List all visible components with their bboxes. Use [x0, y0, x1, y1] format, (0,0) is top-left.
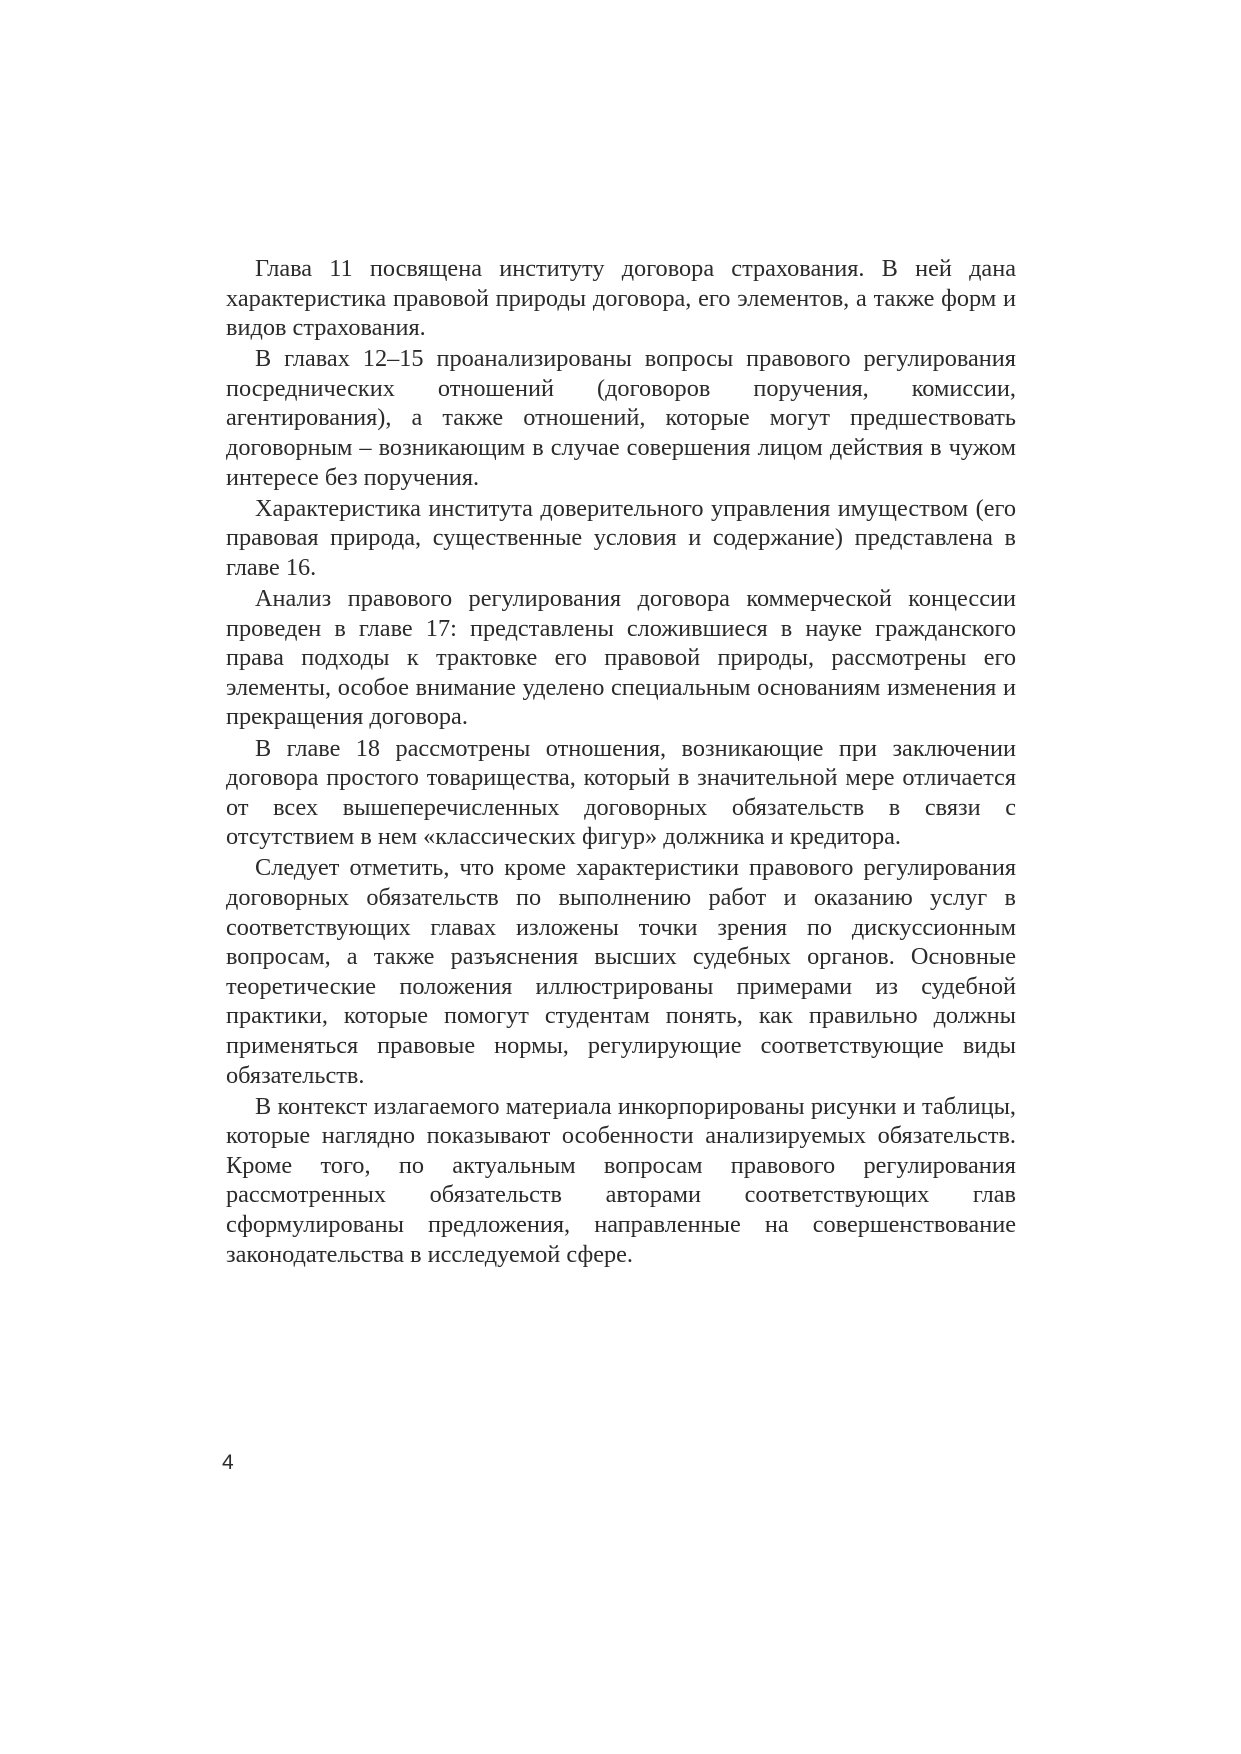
paragraph-chapter-11: Глава 11 посвящена институту договора страхования. В ней дана характеристика правовой природы договора, его элементов, а также форм и видов страхования.	[226, 255, 1016, 342]
body-text	[226, 254, 1016, 1271]
paragraph-notes: Следует отметить, что кроме характеристики правового регулирования договорных обязательств по выполнению работ и оказанию услуг в соответствующих главах изложены точки зрения по дискуссионным вопросам, а также разъяснения высших судебных органов. Основные теоретические положения иллюстрированы примерами из судебной практики, которые помогут студентам понять, как правильно должны применяться правовые нормы, регулирующие соответствующие виды обязательств.	[226, 854, 1016, 1089]
paragraph-chapter-16: Характеристика института доверительного управления имуществом (его правовая природа, существенные условия и содержание) представлена в главе 16.	[226, 494, 1016, 581]
paragraph-chapter-17: Анализ правового регулирования договора коммерческой концессии проведен в главе 17: представлены сложившиеся в науке гражданского права подходы к трактовке его правовой природы, рассмотрены его элементы, особое внимание уделено специальным основаниям изменения и прекращения договора.	[226, 585, 1016, 731]
paragraph-chapters-12-15: В главах 12–15 проанализированы вопросы правового регулирования посреднических отношений (договоров поручения, комиссии, агентирования), а также отношений, которые могут предшествовать договорным – возникающим в случае совершения лицом действия в чужом интересе без поручения.	[226, 345, 1016, 491]
paragraph-figures-tables: В контекст излагаемого материала инкорпорированы рисунки и таблицы, которые наглядно показывают особенности анализируемых обязательств. Кроме того, по актуальным вопросам правового регулирования рассмотренных обязательств авторами соответствующих глав сформулированы предложения, направленные на совершенствование законодательства в исследуемой сфере.	[226, 1092, 1016, 1268]
paragraph-chapter-18: В главе 18 рассмотрены отношения, возникающие при заключении договора простого товарищества, который в значительной мере отличается от всех вышеперечисленных договорных обязательств в связи с отсутствием в нем «классических фигур» должника и кредитора.	[226, 734, 1016, 851]
page-number: 4	[222, 1451, 234, 1474]
